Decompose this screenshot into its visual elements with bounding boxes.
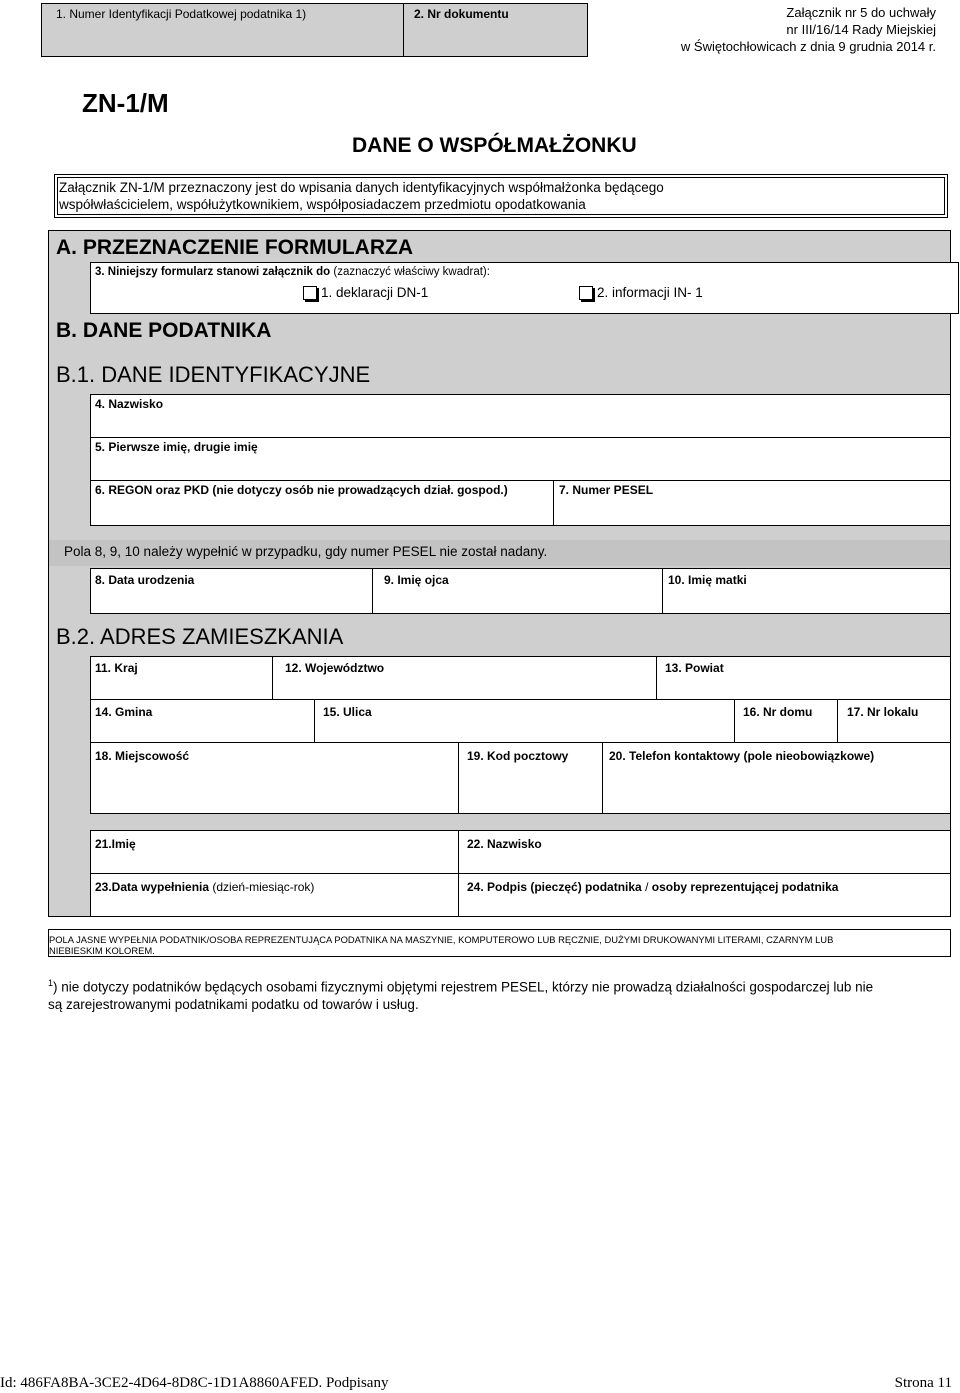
field-17-apartment-number[interactable] bbox=[837, 699, 951, 743]
field-23-label bbox=[95, 880, 314, 894]
field-12-label: 12. Województwo bbox=[285, 661, 385, 675]
field-3-note: (zaznaczyć właściwy kwadrat): bbox=[333, 266, 490, 278]
field-20-label: 20. Telefon kontaktowy (pole nieobowiązkowe) bbox=[609, 749, 875, 763]
field-15-label: 15. Ulica bbox=[323, 705, 372, 719]
field-5-first-names[interactable] bbox=[90, 437, 951, 481]
document-id: Id: 486FA8BA-3CE2-4D64-8D8C-1D1A8860AFED. Podpisany bbox=[0, 1375, 389, 1391]
field-4-label: 4. Nazwisko bbox=[95, 397, 164, 411]
field-24-label-sep: / bbox=[645, 880, 649, 894]
page-number: Strona 11 bbox=[894, 1375, 952, 1391]
field-9-label: 9. Imię ojca bbox=[384, 573, 449, 587]
description-text bbox=[59, 179, 664, 213]
instruction-line-1: POLA JASNE WYPEŁNIA PODATNIK/OSOBA REPREZENTUJĄCA PODATNIKA NA MASZYNIE, KOMPUTEROWO LUB RĘCZNIE, DUŻYMI DRUKOWANYMI LITERAMI, CZARNYM LUB bbox=[49, 934, 834, 945]
field-14-label: 14. Gmina bbox=[95, 705, 153, 719]
field-24-label-bold: 24. Podpis (pieczęć) podatnika bbox=[467, 880, 642, 894]
instruction-box bbox=[48, 929, 951, 957]
field-16-house-number[interactable] bbox=[734, 699, 838, 743]
field-19-postal-code[interactable] bbox=[458, 742, 603, 814]
instruction-line-2: NIEBIESKIM KOLOREM. bbox=[49, 945, 155, 956]
description-line-2: współwłaścicielem, współużytkownikiem, współposiadaczem przedmiotu opodatkowania bbox=[59, 197, 586, 212]
field-23-label-bold: 23.Data wypełnienia bbox=[95, 880, 210, 894]
field-12-voivodeship[interactable] bbox=[272, 656, 657, 700]
nip-field[interactable] bbox=[41, 3, 404, 57]
checkbox-dn1-icon[interactable] bbox=[303, 286, 317, 300]
field-23-fill-date[interactable] bbox=[90, 873, 459, 917]
field-8-label: 8. Data urodzenia bbox=[95, 573, 195, 587]
footnote-mark: 1 bbox=[48, 978, 54, 988]
field-21-first-name[interactable] bbox=[90, 830, 459, 874]
field-18-label: 18. Miejscowość bbox=[95, 749, 190, 763]
field-16-label: 16. Nr domu bbox=[743, 705, 813, 719]
nip-label: 1. Numer Identyfikacji Podatkowej podatnika 1) bbox=[56, 7, 307, 21]
field-8-birth-date[interactable] bbox=[90, 568, 373, 614]
field-15-street[interactable] bbox=[314, 699, 735, 743]
field-9-father-name[interactable] bbox=[372, 568, 663, 614]
pesel-note: Pola 8, 9, 10 należy wypełnić w przypadku, gdy numer PESEL nie został nadany. bbox=[64, 544, 548, 559]
field-24-label-rest: osoby reprezentującej podatnika bbox=[651, 880, 839, 894]
field-14-commune[interactable] bbox=[90, 699, 315, 743]
field-7-pesel[interactable] bbox=[553, 480, 951, 526]
option-dn1-label: 1. deklaracji DN-1 bbox=[321, 285, 429, 300]
attachment-note bbox=[681, 4, 936, 55]
field-3-label bbox=[95, 266, 490, 278]
field-6-label: 6. REGON oraz PKD (nie dotyczy osób nie prowadzących dział. gospod.) bbox=[95, 483, 508, 497]
field-22-label: 22. Nazwisko bbox=[467, 837, 542, 851]
field-3-box bbox=[90, 262, 959, 314]
description-line-1: Załącznik ZN-1/M przeznaczony jest do wpisania danych identyfikacyjnych współmałżonka będącego bbox=[59, 180, 664, 195]
attachment-line-2: nr III/16/14 Rady Miejskiej bbox=[786, 22, 936, 37]
field-11-label: 11. Kraj bbox=[95, 661, 138, 675]
attachment-line-3: w Świętochłowicach z dnia 9 grudnia 2014 r. bbox=[680, 39, 936, 54]
field-23-label-note: (dzień-miesiąc-rok) bbox=[212, 880, 315, 894]
section-b2-title: B.2. ADRES ZAMIESZKANIA bbox=[56, 624, 344, 649]
footnote-line-1 bbox=[48, 975, 873, 996]
field-13-county[interactable] bbox=[656, 656, 951, 700]
instruction-text bbox=[49, 934, 833, 956]
footnote-line-2: są zarejestrowanymi podatnikami podatku od towarów i usług. bbox=[48, 996, 419, 1012]
form-title: DANE O WSPÓŁMAŁŻONKU bbox=[352, 134, 637, 157]
footnote bbox=[48, 975, 873, 1013]
field-18-locality[interactable] bbox=[90, 742, 459, 814]
field-13-label: 13. Powiat bbox=[665, 661, 724, 675]
field-19-label: 19. Kod pocztowy bbox=[467, 749, 569, 763]
field-11-country[interactable] bbox=[90, 656, 273, 700]
section-b-title: B. DANE PODATNIKA bbox=[56, 319, 272, 342]
section-a-title: A. PRZEZNACZENIE FORMULARZA bbox=[56, 236, 413, 259]
field-10-mother-name[interactable] bbox=[662, 568, 951, 614]
option-dn1[interactable] bbox=[303, 285, 428, 300]
document-number-field[interactable] bbox=[403, 3, 588, 57]
field-24-signature[interactable] bbox=[458, 873, 951, 917]
attachment-line-1: Załącznik nr 5 do uchwały bbox=[786, 5, 936, 20]
form-code: ZN-1/M bbox=[82, 88, 169, 118]
section-b1-title: B.1. DANE IDENTYFIKACYJNE bbox=[56, 362, 371, 387]
field-4-surname[interactable] bbox=[90, 394, 951, 438]
option-in1-label: 2. informacji IN- 1 bbox=[597, 285, 703, 300]
field-6-regon-pkd[interactable] bbox=[90, 480, 554, 526]
footnote-line-1-text: ) nie dotyczy podatników będących osobami fizycznymi objętymi rejestrem PESEL, którzy nie prowadzą działalności gospodarczej lub nie bbox=[53, 979, 874, 995]
field-10-label: 10. Imię matki bbox=[668, 573, 747, 587]
field-3-label-text: 3. Niniejszy formularz stanowi załącznik do bbox=[95, 266, 331, 278]
field-17-label: 17. Nr lokalu bbox=[847, 705, 919, 719]
field-20-phone[interactable] bbox=[602, 742, 951, 814]
option-in1[interactable] bbox=[579, 285, 703, 300]
field-24-label bbox=[467, 880, 838, 894]
field-7-label: 7. Numer PESEL bbox=[559, 483, 654, 497]
description-box bbox=[54, 174, 948, 218]
field-21-label: 21.Imię bbox=[95, 837, 136, 851]
checkbox-in1-icon[interactable] bbox=[579, 286, 593, 300]
field-22-surname[interactable] bbox=[458, 830, 951, 874]
doc-label: 2. Nr dokumentu bbox=[414, 7, 509, 21]
field-5-label: 5. Pierwsze imię, drugie imię bbox=[95, 440, 258, 454]
